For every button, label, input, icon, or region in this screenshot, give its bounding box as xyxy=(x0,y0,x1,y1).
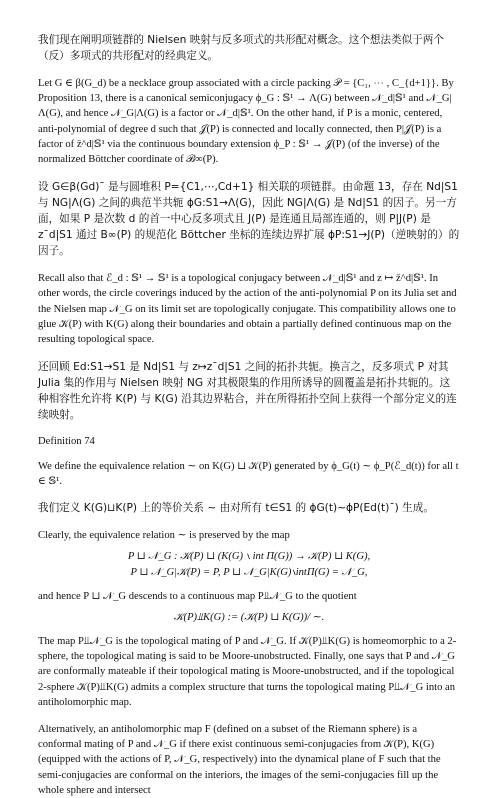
definition-label: Definition 74 xyxy=(38,436,95,448)
paragraph-zh-recall: 还回顾 Ed:S1→S1 是 Nd|S1 与 z↦z¯d|S1 之间的拓扑共轭。换言之，反多项式 P 对其 Julia 集的作用与 Nielsen 映射 NG 对其极限集的作用所诱导的圆覆盖是拓扑共轭的。这种相容性允许将 K(P) 与 K(G) 沿其边界粘合，并在所得拓扑空间上获得一个部分定义的连续映射。 xyxy=(38,361,457,422)
paragraph-en-descends: and hence P ⊔ 𝒩_G descends to a continuous map P⫫𝒩_G to the quotient xyxy=(38,590,357,602)
paragraph-zh-definition: 我们定义 K(G)⊔K(P) 上的等价关系 ∼ 由对所有 t∈S1 的 ϕG(t)∼ϕP(Ed(t)¯) 生成。 xyxy=(38,501,434,514)
paragraph-en-definition: We define the equivalence relation ∼ on K(G) ⊔ 𝒦(P) generated by ϕ_G(t) ∼ ϕ_P(ℰ_d(t)) for all t ∈ 𝕊¹. xyxy=(38,461,459,488)
paragraph-zh-1: 我们现在阐明项链群的 Nielsen 映射与反多项式的共形配对概念。这个想法类似于两个（反）多项式的共形配对的经典定义。 xyxy=(38,34,444,62)
equation-quotient: 𝒦(P)⫫K(G) := (𝒦(P) ⊔ K(G))/ ∼. xyxy=(173,612,325,624)
equation-line-2: P ⊔ 𝒩_G|𝒦(P) = P, P ⊔ 𝒩_G|K(G)∖intΠ(G) = 𝒩_G, xyxy=(130,566,368,578)
paragraph-zh-necklace-group: 设 G∈β(Gd)¯ 是与圆堆积 P={C1,⋯,Cd+1} 相关联的项链群。由命题 13，存在 Nd|S1 与 NG|Λ(G) 之间的典范半共轭 ϕG:S1→Λ(G)，因此 NG|Λ(G) 是 Nd|S1 的因子。另一方面，如果 P 是次数 d 的首一中心反多项式且 J(P) 是连通且局部连通的，则 P|J(P) 是 z¯d|S1 通过 B∞(P) 的规范化 Böttcher 坐标的连续边界扩展 ϕP:S1→J(P)（逆映射的）的因子。 xyxy=(38,181,460,258)
paragraph-en-conformal-mating: Alternatively, an antiholomorphic map F (defined on a subset of the Riemann sphere) is a conformal mating of P and 𝒩_G if there exist continuous semi-conjugacies from 𝒦(P), K(G) (equipped with the actions of P, 𝒩_G, respectively) into the dynamical plane of F such that the semi-conjugacies are conformal on the interiors, the images of the semi-conjugacies fill up the whole sphere and intersect xyxy=(38,724,441,796)
paragraph-en-necklace-group: Let G ∈ β(G_d) be a necklace group associated with a circle packing 𝒫 = {C₁, ⋯ , C_{d+1}}. By Proposition 13, there is a canonical semiconjugacy ϕ_G : 𝕊¹ → Λ(G) between 𝒩_d|𝕊¹ and 𝒩_G|Λ(G), and hence 𝒩_G|Λ(G) is a factor or 𝒩_d|𝕊¹. On the other hand, if P is a monic, centered, anti-polynomial of degree d such that 𝒥(P) is connected and locally connected, then P|𝒥(P) is a factor of z̄^d|𝕊¹ via the continuous boundary extension ϕ_P : 𝕊¹ → 𝒥(P) (of the inverse) of the normalized Böttcher coordinate of ℬ∞(P). xyxy=(38,78,454,166)
equation-line-1: P ⊔ 𝒩_G : 𝒦(P) ⊔ (K(G) ∖ int Π(G)) → 𝒦(P) ⊔ K(G), xyxy=(127,550,371,562)
paragraph-en-clearly: Clearly, the equivalence relation ∼ is preserved by the map xyxy=(38,529,290,541)
equation-map-definition xyxy=(38,549,460,581)
paragraph-en-topological-mating: The map P⫫𝒩_G is the topological mating of P and 𝒩_G. If 𝒦(P)⫫K(G) is homeomorphic to a 2-sphere, the topological mating is said to be Moore-unobstructed. Finally, one says that P and 𝒩_G are conformally mateable if their topological mating is Moore-unobstructed, and if the topological 2-sphere 𝒦(P)⫫K(G) admits a complex structure that turns the topological mating P⫫𝒩_G into an antiholomorphic map. xyxy=(38,636,457,708)
paragraph-en-recall: Recall also that ℰ_d : 𝕊¹ → 𝕊¹ is a topological conjugacy between 𝒩_d|𝕊¹ and z ↦ z̄^d|𝕊¹. In other words, the circle coverings induced by the action of the anti-polynomial P on its Julia set and the Nielsen map 𝒩_G on its limit set are topologically conjugate. This compatibility allows one to glue 𝒦(P) with K(G) along their boundaries and obtain a partially defined continuous map on the resulting topological space. xyxy=(38,273,457,346)
